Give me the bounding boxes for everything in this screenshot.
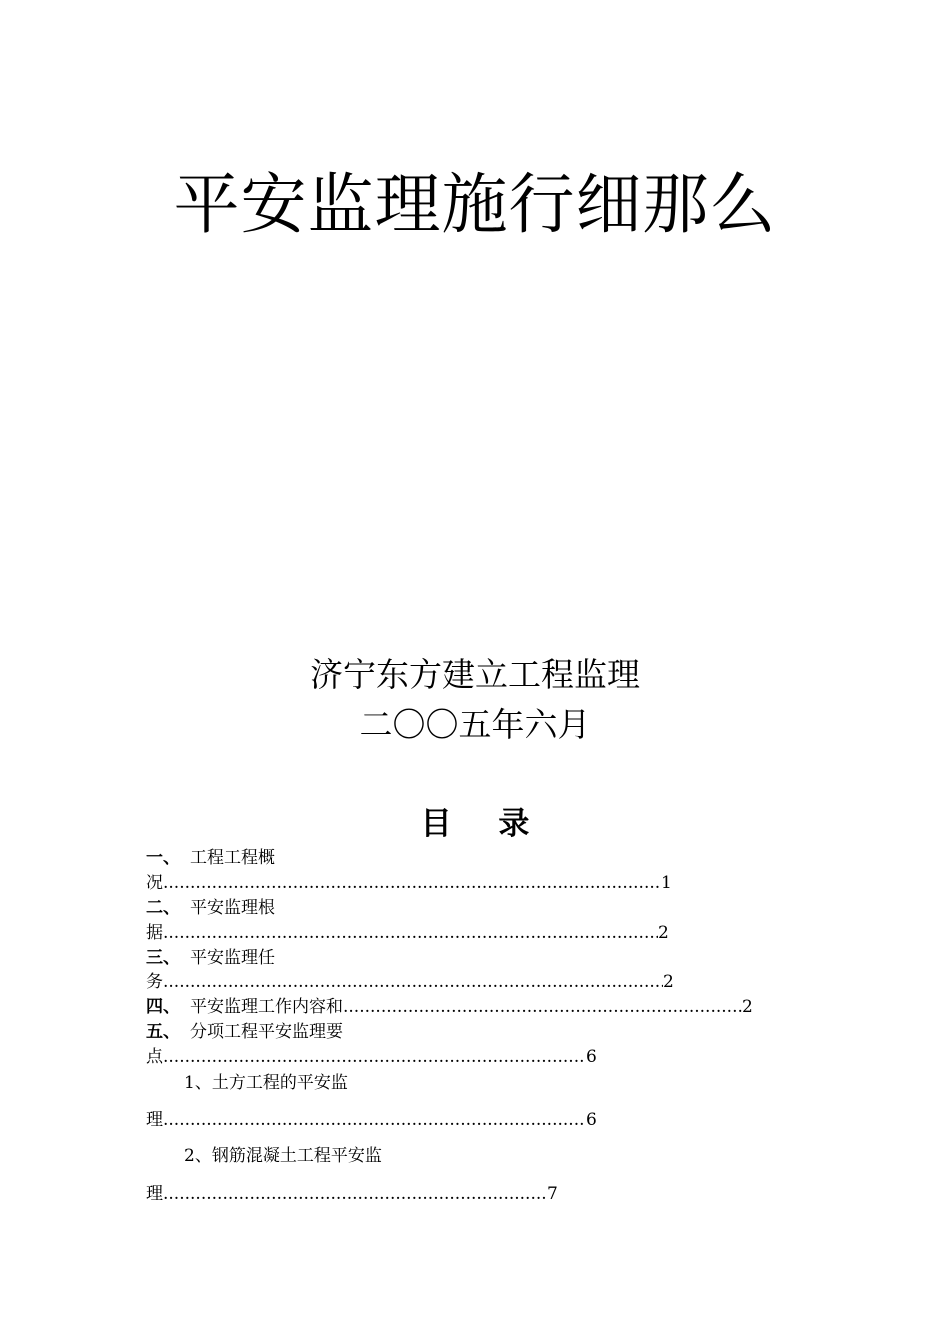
toc-entry-title: 工程工程概 — [190, 848, 275, 868]
toc-entry-title: 1、土方工程的平安监 — [184, 1073, 348, 1093]
toc-entry-number: 一、 — [146, 848, 180, 868]
toc-entry-page: 6 — [586, 1047, 597, 1067]
toc-entry-page: 2 — [663, 972, 674, 992]
toc-entry-continuation: 点 — [146, 1047, 163, 1067]
company-name: 济宁东方建立工程监理 — [310, 655, 640, 694]
toc-leader-dots — [163, 921, 658, 945]
toc-heading: 目 录 — [420, 806, 548, 842]
toc-entry-page: 1 — [661, 873, 672, 893]
toc-entry-page: 6 — [586, 1110, 597, 1130]
toc-entry-number: 五、 — [146, 1022, 180, 1042]
toc-entry-page: 7 — [547, 1184, 558, 1204]
toc-entry-title: 平安监理工作内容和 — [190, 997, 343, 1017]
toc-leader-dots — [163, 871, 661, 895]
toc-entry-number: 三、 — [146, 948, 180, 968]
toc-subentry-2-title-line — [184, 1144, 382, 1168]
toc-entry-number: 四、 — [146, 997, 180, 1017]
toc-entry-4-line — [146, 995, 753, 1019]
toc-entry-continuation: 务 — [146, 972, 163, 992]
toc-leader-dots — [163, 1108, 586, 1132]
toc-entry-continuation: 据 — [146, 923, 163, 943]
toc-entry-title: 分项工程平安监理要 — [190, 1022, 343, 1042]
document-date: 二〇〇五年六月 — [359, 705, 591, 744]
toc-entry-continuation: 况 — [146, 873, 163, 893]
toc-entry-3-page-line — [146, 970, 674, 994]
toc-entry-title: 平安监理任 — [190, 948, 275, 968]
toc-entry-2-page-line — [146, 921, 669, 945]
toc-entry-1-title-line — [146, 846, 275, 870]
toc-entry-page: 2 — [742, 997, 753, 1017]
toc-leader-dots — [343, 995, 742, 1019]
toc-entry-page: 2 — [658, 923, 669, 943]
toc-leader-dots — [163, 1182, 547, 1206]
toc-entry-2-title-line — [146, 896, 275, 920]
document-title: 平安监理施行细那么 — [173, 166, 777, 243]
toc-entry-5-title-line — [146, 1020, 343, 1044]
toc-entry-1-page-line — [146, 871, 672, 895]
toc-entry-continuation: 理 — [146, 1110, 163, 1130]
toc-leader-dots — [163, 1045, 586, 1069]
toc-entry-title: 平安监理根 — [190, 898, 275, 918]
toc-subentry-1-title-line — [184, 1071, 348, 1095]
toc-subentry-1-page-line — [146, 1108, 597, 1132]
toc-entry-continuation: 理 — [146, 1184, 163, 1204]
toc-leader-dots — [163, 970, 663, 994]
toc-entry-3-title-line — [146, 946, 275, 970]
toc-entry-5-page-line — [146, 1045, 597, 1069]
toc-entry-number: 二、 — [146, 898, 180, 918]
toc-subentry-2-page-line — [146, 1182, 558, 1206]
toc-entry-title: 2、钢筋混凝土工程平安监 — [184, 1146, 382, 1166]
